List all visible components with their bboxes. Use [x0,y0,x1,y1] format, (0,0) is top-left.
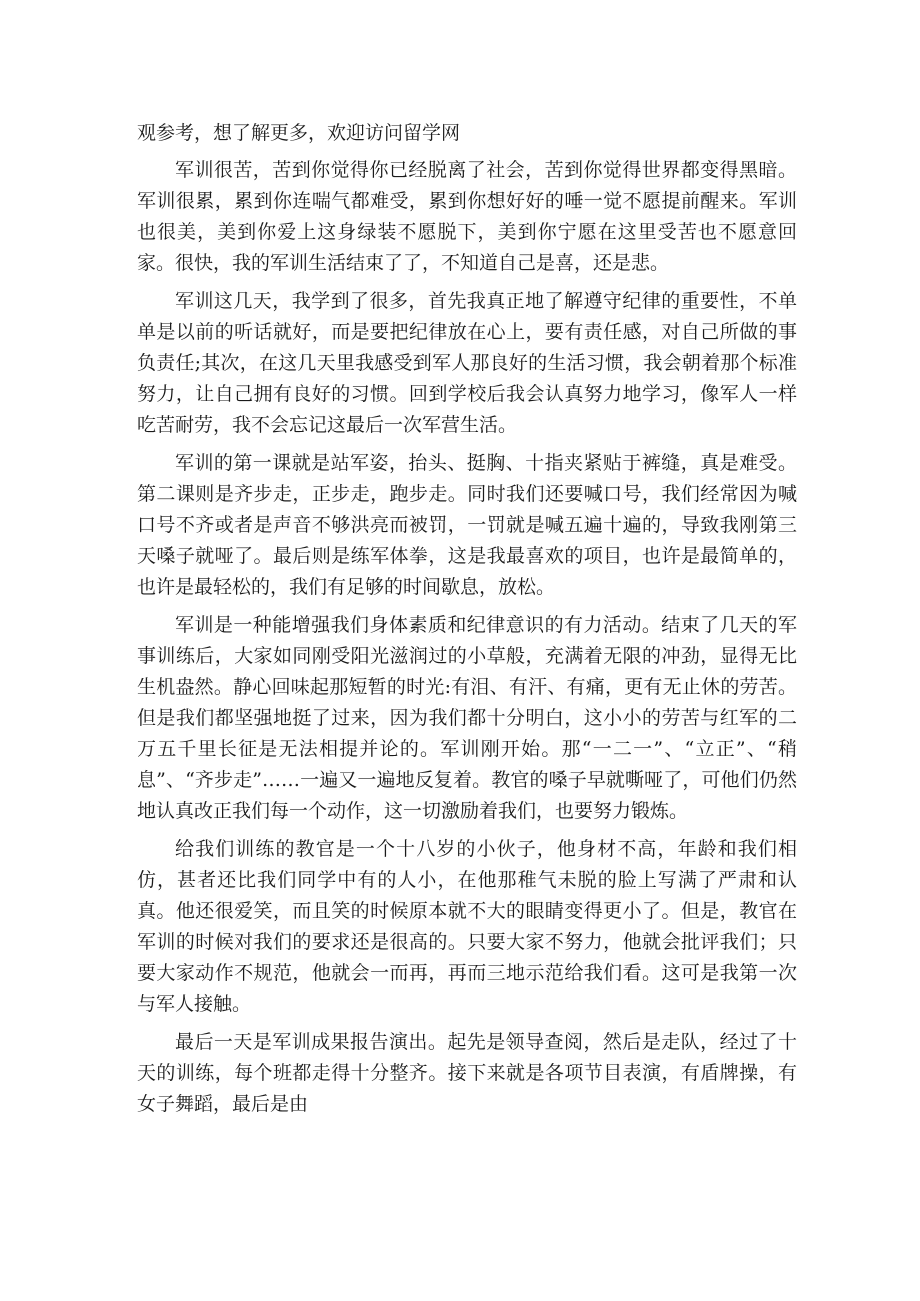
document-page [137,118,797,1127]
paragraph-lessons: 军训这几天，我学到了很多，首先我真正地了解遵守纪律的重要性，不单单是以前的听话就好，而是要把纪律放在心上，要有责任感，对自己所做的事负责任;其次，在这几天里我感受到军人那良好的生活习惯，我会朝着那个标准努力，让自己拥有良好的习惯。回到学校后我会认真努力地学习，像军人一样吃苦耐劳，我不会忘记这最后一次军营生活。 [137,290,797,436]
paragraph-hardship: 军训很苦，苦到你觉得你已经脱离了社会，苦到你觉得世界都变得黑暗。军训很累，累到你连喘气都难受，累到你想好好的唾一觉不愿提前醒来。军训也很美，美到你爱上这身绿装不愿脱下，美到你宁愿在这里受苦也不愿意回家。很快，我的军训生活结束了了，不知道自己是喜，还是悲。 [137,159,797,274]
paragraph-value-of-training: 军训是一种能增强我们身体素质和纪律意识的有力活动。结束了几天的军事训练后，大家如同刚受阳光滋润过的小草般，充满着无限的冲劲，显得无比生机盎然。静心回味起那短暂的时光:有泪、有汗、有痛，更有无止休的劳苦。但是我们都坚强地挺了过来，因为我们都十分明白，这小小的劳苦与红军的二万五千里长征是无法相提并论的。军训刚开始。那“一二一”、“立正”、“稍息”、“齐步走”……一遍又一遍地反复着。教官的嗓子早就嘶哑了，可他们仍然地认真改正我们每一个动作，这一切激励着我们，也要努力锻炼。 [137,614,797,822]
paragraph-final-day: 最后一天是军训成果报告演出。起先是领导查阅，然后是走队，经过了十天的训练，每个班都走得十分整齐。接下来就是各项节目表演，有盾牌操，有女子舞蹈，最后是由 [137,1031,797,1115]
paragraph-instructor: 给我们训练的教官是一个十八岁的小伙子，他身材不高，年龄和我们相仿，甚者还比我们同学中有的人小，在他那稚气未脱的脸上写满了严肃和认真。他还很爱笑，而且笑的时候原本就不大的眼睛变得更小了。但是，教官在军训的时候对我们的要求还是很高的。只要大家不努力，他就会批评我们；只要大家动作不规范，他就会一而再，再而三地示范给我们看。这可是我第一次与军人接触。 [137,838,797,1015]
paragraph-first-lesson: 军训的第一课就是站军姿，抬头、挺胸、十指夹紧贴于裤缝，真是难受。第二课则是齐步走，正步走，跑步走。同时我们还要喊口号，我们经常因为喊口号不齐或者是声音不够洪亮而被罚，一罚就是喊五遍十遍的，导致我刚第三天嗓子就哑了。最后则是练军体拳，这是我最喜欢的项目，也许是最简单的，也许是最轻松的，我们有足够的时间歇息，放松。 [137,452,797,598]
lead-line: 观参考，想了解更多，欢迎访问留学网 [137,122,461,144]
